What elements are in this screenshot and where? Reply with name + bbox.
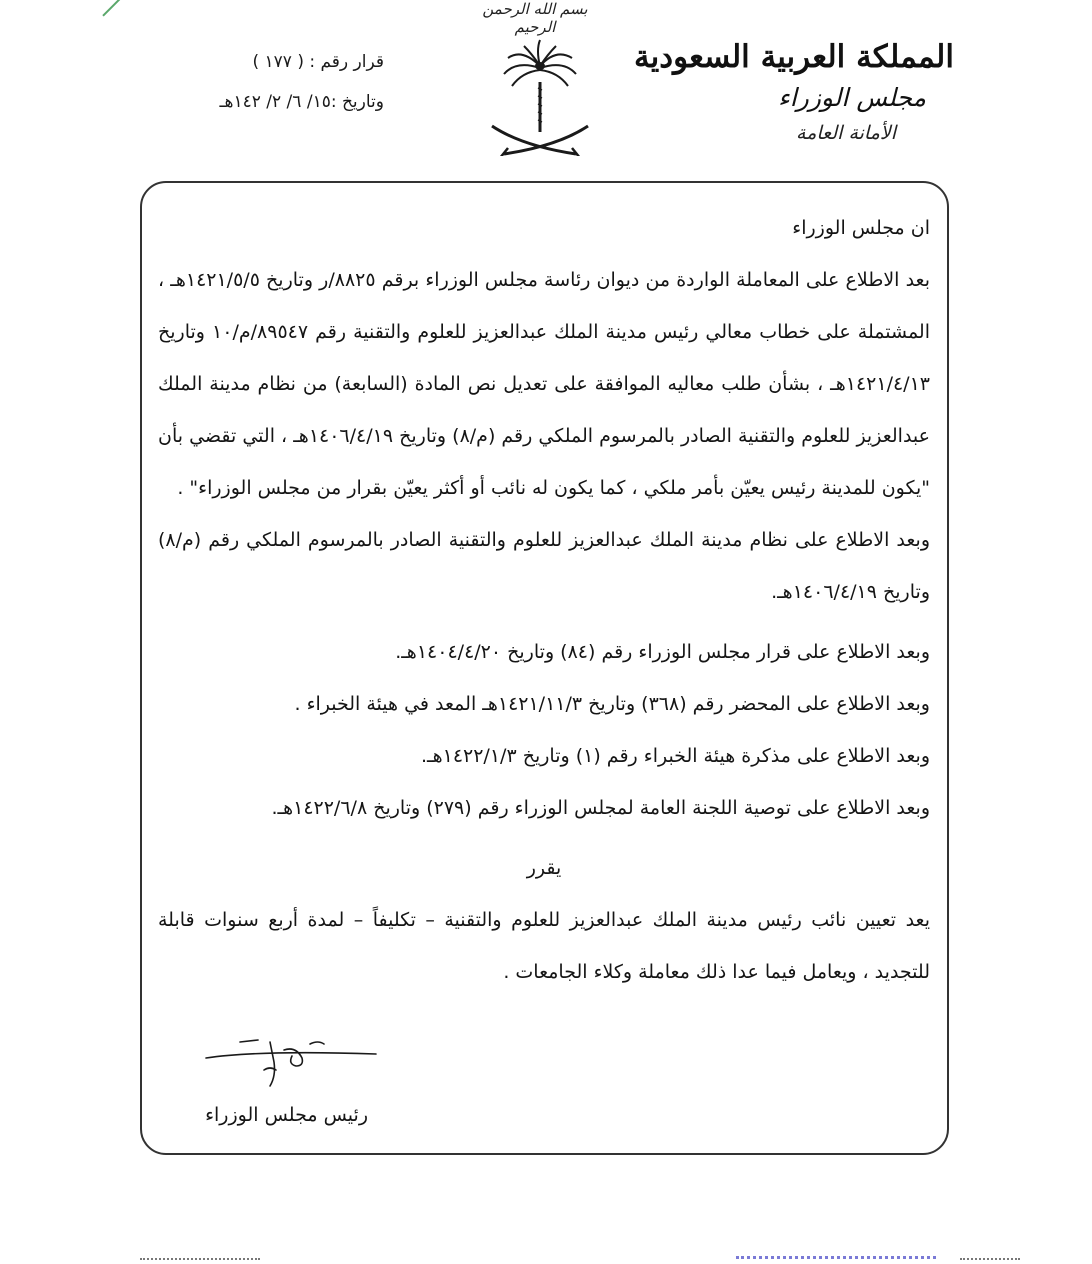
paragraph-committee-recommendation: وبعد الاطلاع على توصية اللجنة العامة لمجلس الوزراء رقم (٢٧٩) وتاريخ ١٤٢٢/٦/٨هـ. — [271, 797, 930, 819]
kingdom-name: المملكة العربية السعودية — [634, 39, 954, 75]
decision-body — [158, 202, 930, 998]
secretariat-name: الأمانة العامة — [796, 122, 896, 144]
decides-heading: يقرر — [526, 857, 562, 879]
signatory-title: رئيس مجلس الوزراء — [205, 1104, 368, 1126]
council-name: مجلس الوزراء — [778, 83, 926, 112]
handwritten-signature — [200, 1036, 380, 1096]
edge-fragment — [960, 1258, 1020, 1260]
issuer-header — [634, 36, 954, 148]
decision-date: وتاريخ :١٥/ ٦/ ٢/ ١٤٢هـ — [219, 92, 384, 112]
basmala: بسم الله الرحمن الرحيم — [482, 0, 588, 36]
decision-number: قرار رقم : ( ١٧٧ ) — [252, 52, 384, 72]
paragraph-regulation: وبعد الاطلاع على نظام مدينة الملك عبدالعزيز للعلوم والتقنية الصادر بالمرسوم الملكي رقم (م/٨) وتاريخ ١٤٠٦/٤/١٩هـ. — [158, 529, 930, 603]
edge-fragment — [140, 1258, 260, 1260]
decision-reference — [140, 42, 384, 122]
paragraph-referral: بعد الاطلاع على المعاملة الواردة من ديوان رئاسة مجلس الوزراء برقم ٨٨٢٥/ر وتاريخ ١٤٢١/٥/٥هـ ، المشتملة على خطاب معالي رئيس مدينة الملك عبدالعزيز للعلوم والتقنية رقم ٨٩٥٤٧/م/١٠ وتاريخ ١٤٢١/٤/١٣هـ ، بشأن طلب معاليه الموافقة على تعديل نص المادة (السابعة) من نظام مدينة الملك عبدالعزيز للعلوم والتقنية الصادر بالمرسوم الملكي رقم (م/٨) وتاريخ ١٤٠٦/٤/١٩هـ ، التي تقضي بأن "يكون للمدينة رئيس يعيّن بأمر ملكي ، كما يكون له نائب أو أكثر يعيّن بقرار من مجلس الوزراء" . — [158, 269, 930, 499]
edge-fragment — [736, 1256, 936, 1259]
saudi-emblem-icon — [482, 36, 600, 156]
decision-text: يعد تعيين نائب رئيس مدينة الملك عبدالعزيز للعلوم والتقنية – تكليفاً – لمدة أربع سنوات قابلة للتجديد ، ويعامل فيما عدا ذلك معاملة وكلاء الجامعات . — [158, 909, 930, 983]
paragraph-minutes: وبعد الاطلاع على المحضر رقم (٣٦٨) وتاريخ ١٤٢١/١١/٣هـ المعد في هيئة الخبراء . — [294, 693, 930, 715]
paragraph-council-decision: وبعد الاطلاع على قرار مجلس الوزراء رقم (٨٤) وتاريخ ١٤٠٤/٤/٢٠هـ. — [395, 641, 930, 663]
corner-mark — [82, 0, 123, 17]
next-page-edge — [0, 1250, 1092, 1264]
paragraph-experts-memo: وبعد الاطلاع على مذكرة هيئة الخبراء رقم (١) وتاريخ ١٤٢٢/١/٣هـ. — [420, 745, 930, 767]
opening-line: ان مجلس الوزراء — [792, 217, 930, 239]
